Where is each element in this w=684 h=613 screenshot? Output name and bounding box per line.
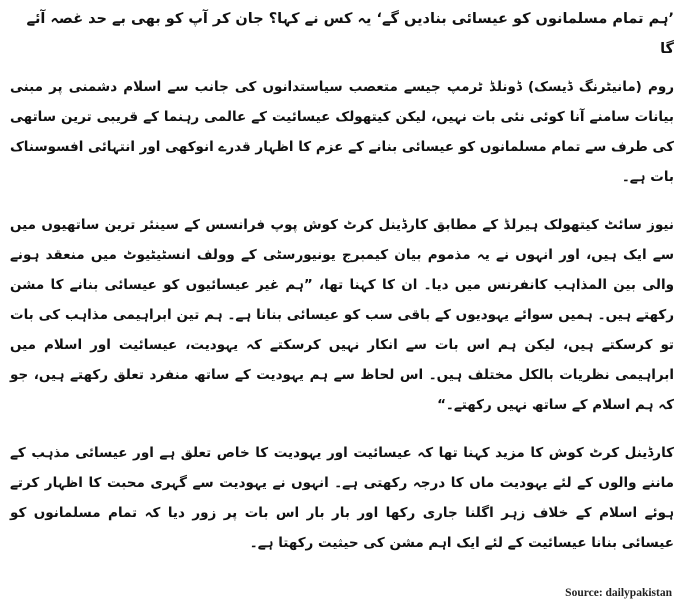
- article-paragraph-3: کارڈینل کرٹ کوش کا مزید کہنا تھا کہ عیسائیت اور یہودیت کا خاص تعلق ہے اور عیسائی مذہب کے ماننے والوں کے لئے یہودیت ماں کا درجہ رکھتی ہے۔ انہوں نے یہودیت سے گہری محبت کا اظہار کرتے ہوئے اسلام کے خلاف زہر اگلنا جاری رکھا اور بار بار اس بات پر زور دیا کہ تمام مسلمانوں کو عیسائی بنانا عیسائیت کے لئے ایک اہم مشن کی حیثیت رکھتا ہے۔: [10, 445, 674, 551]
- news-article: [10, 4, 674, 576]
- article-headline: ’ہم تمام مسلمانوں کو عیسائی بنادیں گے‘ یہ کس نے کہا؟ جان کر آپ کو بھی بے حد غصہ آئے گا: [26, 11, 674, 57]
- source-credit: Source: dailypakistan: [565, 587, 672, 599]
- article-paragraph-1: روم (مانیٹرنگ ڈیسک) ڈونلڈ ٹرمپ جیسے متعصب سیاستدانوں کی جانب سے اسلام دشمنی پر مبنی بیانات سامنے آنا کوئی نئی بات نہیں، لیکن کیتھولک عیسائیت کے عالمی رہنما کے قریبی ترین ساتھی کی طرف سے تمام مسلمانوں کو عیسائی بنانے کے عزم کا اظہار قدرے انوکھی اور انتہائی افسوسناک بات ہے۔: [9, 79, 674, 185]
- article-paragraph-2: نیوز سائٹ کیتھولک ہیرلڈ کے مطابق کارڈینل کرٹ کوش پوپ فرانسس کے سینئر ترین ساتھیوں میں سے ایک ہیں، اور انہوں نے یہ مذموم بیان کیمبرج یونیورسٹی کے وولف انسٹیٹیوٹ میں منعقد ہونے والی بین المذاہب کانفرنس میں دیا۔ ان کا کہنا تھا، ”ہم غیر عیسائیوں کو عیسائی بنانے کا مشن رکھتے ہیں۔ ہمیں سوائے یہودیوں کے باقی سب کو عیسائی بنانا ہے۔ ہم تین ابراہیمی مذاہب کی بات تو کرسکتے ہیں، لیکن ہم اس بات سے انکار نہیں کرسکتے کہ یہودیت، عیسائیت اور اسلام میں ابراہیمی نظریات بالکل مختلف ہیں۔ اس لحاظ سے ہم یہودیت کے ساتھ منفرد تعلق رکھتے ہیں، جو کہ ہم اسلام کے ساتھ نہیں رکھتے۔“: [10, 217, 674, 413]
